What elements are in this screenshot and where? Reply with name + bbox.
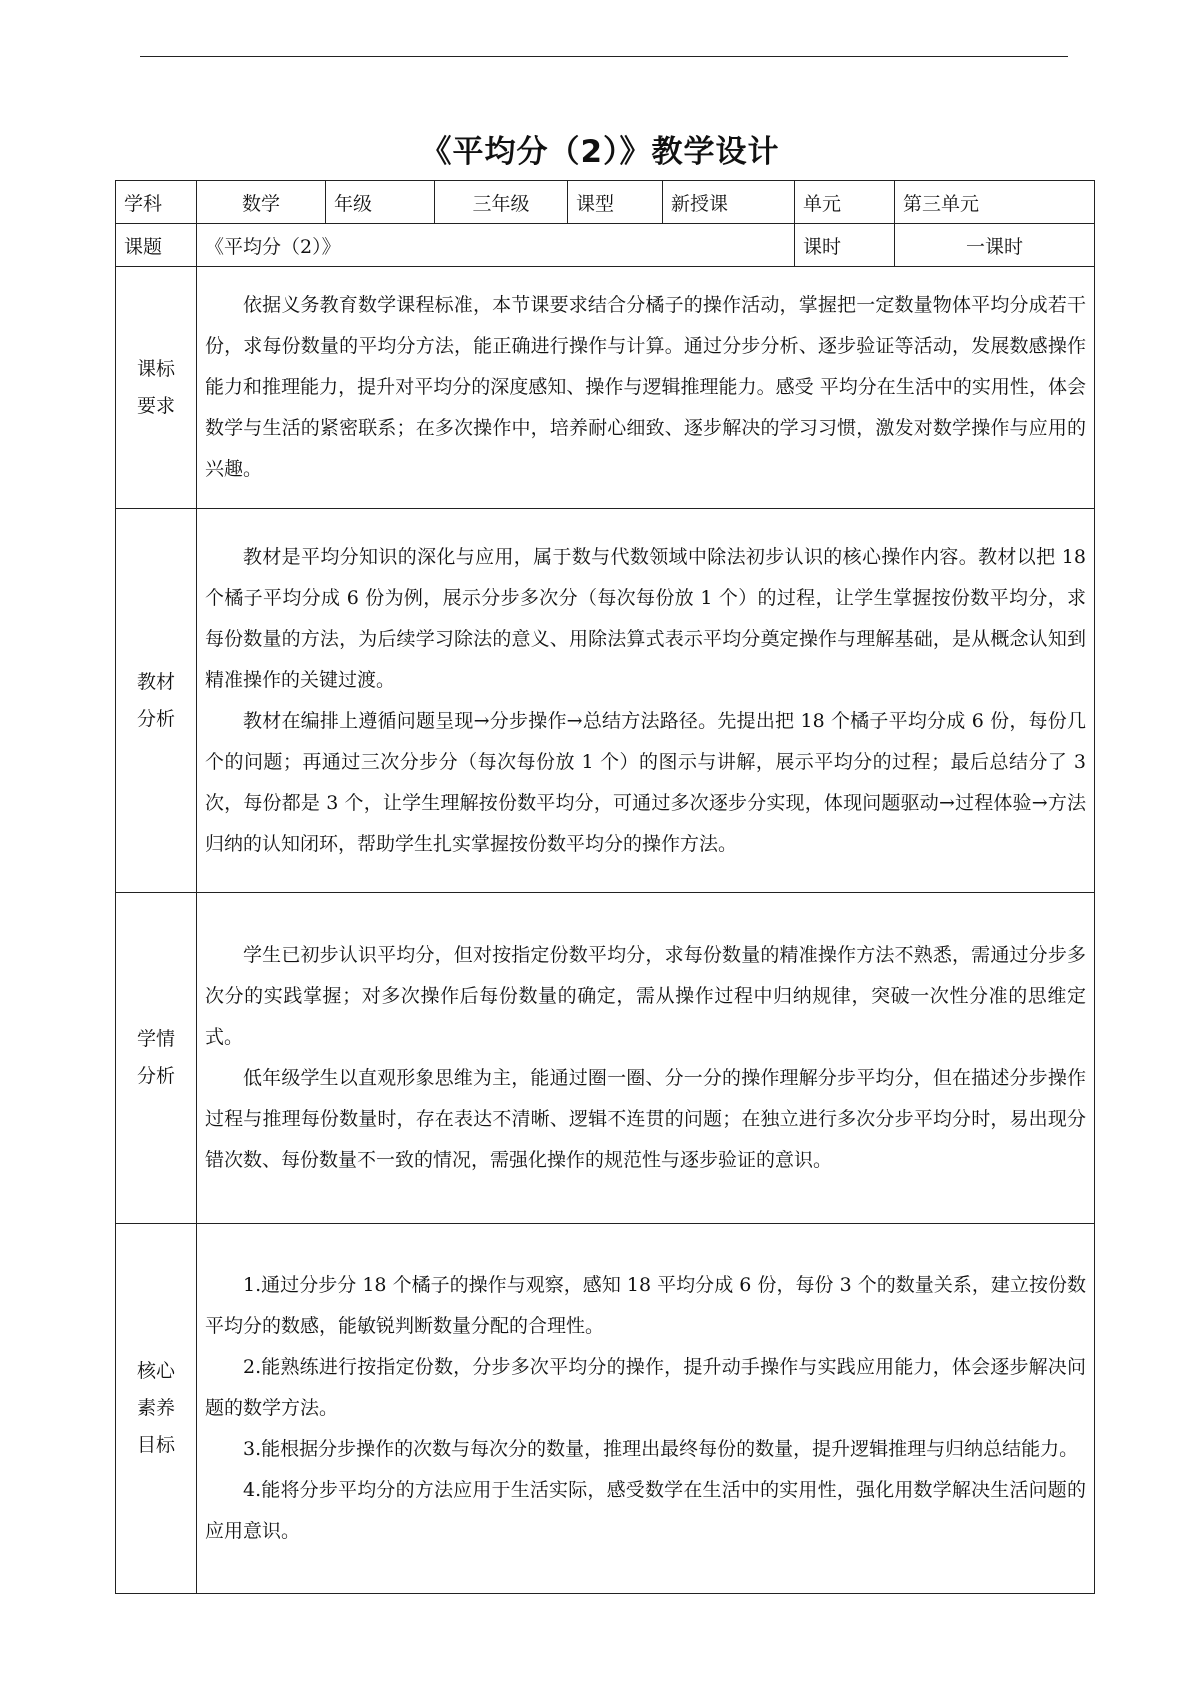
info-row-topic — [116, 224, 1095, 267]
document-title: 《平均分（2）》教学设计 — [420, 134, 780, 170]
section-label-line: 要求 — [136, 394, 175, 417]
section-paragraph: 学生已初步认识平均分，但对按指定份数平均分，求每份数量的精准操作方法不熟悉，需通过分步多次分的实践掌握；对多次操作后每份数量的确定，需从操作过程中归纳规律，突破一次性分准的思维定式。 — [205, 944, 1086, 1048]
section-label-line: 素养 — [136, 1397, 175, 1419]
section-paragraph: 1.通过分步分 18 个橘子的操作与观察，感知 18 平均分成 6 份，每份 3 个的数量关系，建立按份数平均分的数感，能敏锐判断数量分配的合理性。 — [205, 1274, 1086, 1337]
topic-label: 课题 — [116, 224, 197, 267]
hours-label: 课时 — [795, 224, 895, 267]
section-label-textbook — [116, 509, 197, 893]
section-paragraph: 依据义务教育数学课程标准，本节课要求结合分橘子的操作活动，掌握把一定数量物体平均分成若干份，求每份数量的平均分方法，能正确进行操作与计算。通过分步分析、逐步验证等活动，发展数感操作能力和推理能力，提升对平均分的深度感知、操作与逻辑推理能力。感受 平均分在生活中的实用性，体会数学与生活的紧密联系；在多次操作中，培养耐心细致、逐步解决的学习习惯，激发对数学操作与应用的兴趣。 — [205, 294, 1086, 480]
unit-value: 第三单元 — [895, 181, 1095, 224]
section-paragraph: 教材是平均分知识的深化与应用，属于数与代数领域中除法初步认识的核心操作内容。教材以把 18 个橘子平均分成 6 份为例，展示分步多次分（每次每份放 1 个）的过程，让学生掌握按份数平均分，求每份数量的方法，为后续学习除法的意义、用除法算式表示平均分奠定操作与理解基础，是从概念认知到精准操作的关键过渡。 — [205, 545, 1086, 691]
section-paragraph: 低年级学生以直观形象思维为主，能通过圈一圈、分一分的操作理解分步平均分，但在描述分步操作过程与推理每份数量时，存在表达不清晰、逻辑不连贯的问题；在独立进行多次分步平均分时，易出现分错次数、每份数量不一致的情况，需强化操作的规范性与逐步验证的意识。 — [205, 1067, 1086, 1171]
section-body-textbook — [197, 509, 1095, 893]
section-row-objectives — [116, 1224, 1095, 1594]
section-row-standards — [116, 267, 1095, 509]
section-body-standards — [197, 267, 1095, 509]
subject-label: 学科 — [116, 181, 197, 224]
type-label: 课型 — [568, 181, 663, 224]
section-paragraph: 教材在编排上遵循问题呈现→分步操作→总结方法路径。先提出把 18 个橘子平均分成 6 份，每份几个的问题；再通过三次分步分（每次每份放 1 个）的图示与讲解，展示平均分的过程；最后总结分了 3 次，每份都是 3 个，让学生理解按份数平均分，可通过多次逐步分实现，体现问题驱动→过程体验→方法归纳的认知闭环，帮助学生扎实掌握按份数平均分的操作方法。 — [205, 709, 1086, 855]
section-paragraph: 3.能根据分步操作的次数与每次分的数量，推理出最终每份的数量，提升逻辑推理与归纳总结能力。 — [243, 1438, 1079, 1460]
grade-label: 年级 — [326, 181, 435, 224]
section-paragraph: 4.能将分步平均分的方法应用于生活实际，感受数学在生活中的实用性，强化用数学解决生活问题的应用意识。 — [205, 1479, 1086, 1542]
lesson-plan-table — [115, 180, 1095, 1594]
section-label-line: 核心 — [136, 1360, 175, 1382]
info-row-subject — [116, 181, 1095, 224]
section-label-learners — [116, 893, 197, 1224]
section-row-textbook — [116, 509, 1095, 893]
section-label-line: 分析 — [136, 707, 175, 730]
section-body-objectives — [197, 1224, 1095, 1594]
hours-value: 一课时 — [895, 224, 1095, 267]
subject-value: 数学 — [197, 181, 326, 224]
section-label-line: 目标 — [136, 1434, 175, 1456]
section-row-learners — [116, 893, 1095, 1224]
topic-value: 《平均分（2）》 — [197, 224, 795, 267]
section-paragraph: 2.能熟练进行按指定份数，分步多次平均分的操作，提升动手操作与实践应用能力，体会逐步解决问题的数学方法。 — [205, 1356, 1086, 1419]
grade-value: 三年级 — [435, 181, 568, 224]
section-label-objectives — [116, 1224, 197, 1594]
section-body-learners — [197, 893, 1095, 1224]
header-rule — [140, 56, 1068, 57]
section-label-standards — [116, 267, 197, 509]
section-label-line: 学情 — [136, 1028, 175, 1050]
section-label-line: 课标 — [136, 357, 175, 380]
unit-label: 单元 — [795, 181, 895, 224]
section-label-line: 分析 — [136, 1065, 175, 1087]
section-label-line: 教材 — [136, 670, 175, 693]
type-value: 新授课 — [663, 181, 795, 224]
